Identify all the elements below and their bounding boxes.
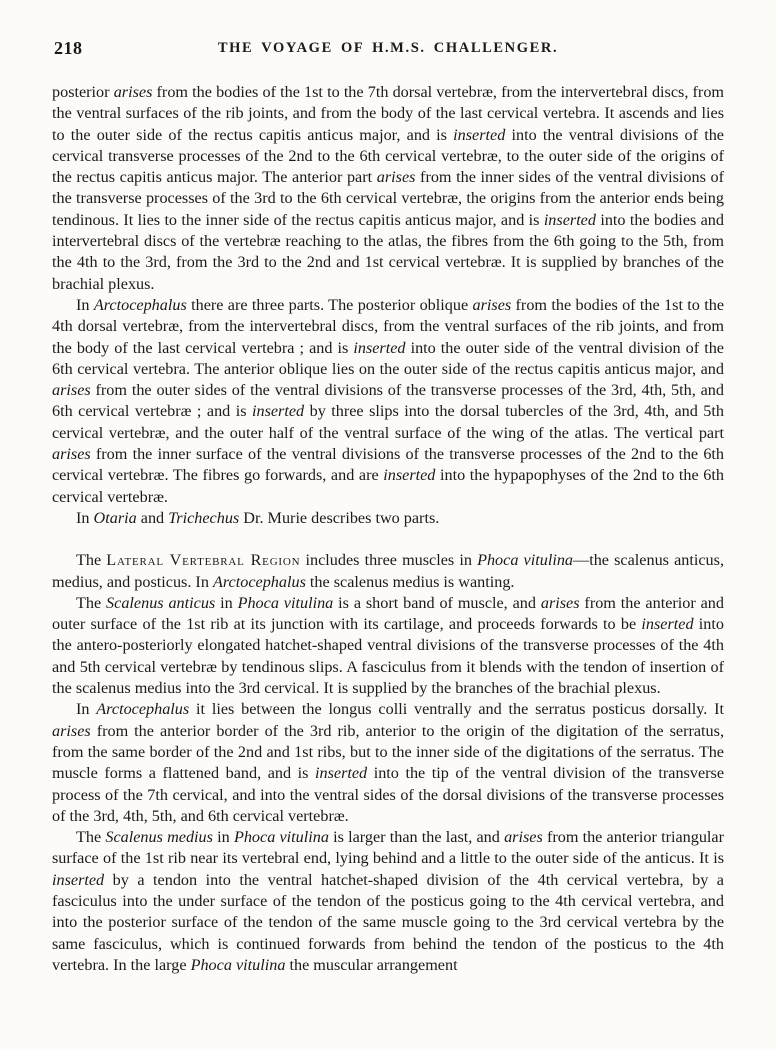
paragraph xyxy=(52,550,724,593)
body-text: —the scalenus anticus, medius, and posticus. In xyxy=(52,551,724,591)
body-text: is a short band of muscle, and xyxy=(333,593,541,612)
body-text: from the inner surface of the ventral divisions of the transverse processes of the 2nd to the 6th cervical vertebræ. The fibres go forwards, and are xyxy=(52,445,724,485)
body-text: includes three muscles in xyxy=(300,551,478,570)
body-text: is larger than the last, and xyxy=(328,828,505,847)
body-text: from the bodies of the 1st to the 7th dorsal vertebræ, from the intervertebral discs, from the ventral surfaces of the rib joints, and from the body of the last cervical vertebra. It ascends and lies to the outer side of the rectus capitis anticus major, and is xyxy=(52,83,725,144)
italic-text: Arctocephalus xyxy=(93,295,187,314)
body-text: The xyxy=(76,551,107,570)
paragraph xyxy=(52,699,724,827)
body-text: Dr. Murie describes two parts. xyxy=(239,508,440,527)
text-block xyxy=(52,82,724,976)
body-text: into the tip of the ventral division of the transverse process of the 7th cervical, and into the ventral sides of the dorsal divisions of the transverse processes of the 3rd, 4th, 5th, and 6th cervical vertebræ. xyxy=(52,764,725,825)
body-text: into the ventral divisions of the cervical transverse processes of the 2nd to the 6th cervical vertebræ, to the outer side of the origins of the rectus capitis anticus major. The anterior part xyxy=(52,125,724,187)
paragraph xyxy=(52,827,724,976)
italic-text: arises xyxy=(540,593,580,612)
body-text: from the inner sides of the ventral divisions of the transverse processes of the 3rd to the 6th cervical vertebræ, the origins from the anterior ends being tendinous. It lies to the inner side of the rectus capitis anticus major, and is xyxy=(52,168,725,229)
body-text: and xyxy=(136,508,169,527)
body-text: into the outer side of the ventral division of the 6th cervical vertebra. The anterior oblique lies on the outer side of the rectus capitis anticus major, and xyxy=(52,338,724,378)
italic-text: Phoca vitulina xyxy=(233,828,329,847)
italic-text: Arctocephalus xyxy=(96,700,190,719)
body-text: from the anterior border of the 3rd rib, anterior to the origin of the digitation of the serratus, from the same border of the 2nd and 1st ribs, but to the inner side of the digitations of the serratus. The muscle forms a flattened band, and is xyxy=(52,721,724,783)
body-text: there are three parts. The posterior oblique xyxy=(186,295,473,314)
body-text: the muscular arrangement xyxy=(285,955,458,974)
paragraph xyxy=(52,295,724,508)
italic-text: arises xyxy=(52,721,91,740)
paragraph xyxy=(52,593,724,699)
paragraph xyxy=(52,82,724,295)
italic-text: inserted xyxy=(52,870,105,889)
italic-text: Arctocephalus xyxy=(212,572,306,591)
italic-text: arises xyxy=(113,83,153,101)
body-text: posterior xyxy=(52,83,114,101)
body-text: in xyxy=(212,828,234,847)
body-text: it lies between the longus colli ventrally and the serratus posticus dorsally. It xyxy=(189,700,724,719)
body-text: In xyxy=(76,700,97,719)
small-caps-text: Lateral Vertebral Region xyxy=(106,551,301,570)
body-text: into the antero-posteriorly elongated hatchet-shaped ventral divisions of the transverse processes of the 4th and 5th cervical vertebræ by tendinous slips. A fasciculus from it blends with the tendon of insertion of the scalenus medius into the 3rd cervical. It is supplied by the branches of the brachial plexus. xyxy=(52,615,724,698)
italic-text: arises xyxy=(504,828,543,847)
italic-text: Phoca vitulina xyxy=(477,551,574,570)
italic-text: Phoca vitulina xyxy=(237,593,334,612)
italic-text: inserted xyxy=(543,210,596,229)
italic-text: arises xyxy=(52,381,91,400)
italic-text: arises xyxy=(376,168,416,187)
italic-text: arises xyxy=(472,295,512,314)
page-number: 218 xyxy=(54,38,83,58)
running-title: THE VOYAGE OF H.M.S. CHALLENGER. xyxy=(217,40,559,56)
body-text: In xyxy=(76,508,94,527)
italic-text: Otaria xyxy=(93,508,137,527)
italic-text: Phoca vitulina xyxy=(190,955,286,974)
italic-text: Trichechus xyxy=(168,508,240,527)
italic-text: inserted xyxy=(315,764,368,783)
page-header xyxy=(52,38,724,68)
body-text: into the hypapophyses of the 2nd to the 6th cervical vertebræ. xyxy=(52,466,724,506)
italic-text: inserted xyxy=(251,402,305,421)
italic-text: Scalenus anticus xyxy=(106,593,216,612)
body-text: The xyxy=(76,593,107,612)
body-text: from the outer sides of the ventral divisions of the transverse processes of the 3rd, 4th, 5th, and 6th cervical vertebræ ; and is xyxy=(52,381,724,421)
body-text: The xyxy=(76,828,106,847)
body-text: by a tendon into the ventral hatchet-shaped division of the 4th cervical vertebra, by a fasciculus into the under surface of the tendon of the posticus going to the 4th cervical vertebra, and into the posterior surface of the tendon of the same muscle going to the 3rd cervical vertebra by the same fasciculus, which is continued forwards from behind the tendon of the posticus to the 4th vertebra. In the large xyxy=(52,870,724,974)
body-text: from the anterior and outer surface of the 1st rib at its junction with its cartilage, and proceeds forwards to be xyxy=(52,593,724,634)
italic-text: inserted xyxy=(353,338,406,357)
body-text: from the anterior triangular surface of the 1st rib near its vertebral end, lying behind and a little to the outer side of the anticus. It is xyxy=(52,828,725,868)
body-text: the scalenus medius is wanting. xyxy=(305,572,515,591)
paragraph xyxy=(52,508,724,529)
body-text: In xyxy=(76,295,94,314)
italic-text: inserted xyxy=(453,125,506,144)
italic-text: inserted xyxy=(383,466,436,485)
body-text: from the bodies of the 1st to the 4th dorsal vertebræ, from the intervertebral discs, from the ventral surfaces of the rib joints, and from the body of the last cervical vertebra ; and is xyxy=(52,295,725,357)
body-text: in xyxy=(215,593,238,612)
body-text: by three slips into the dorsal tubercles of the 3rd, 4th, and 5th cervical vertebræ, and the outer half of the ventral surface of the wing of the atlas. The vertical part xyxy=(52,402,724,442)
body-text: into the bodies and intervertebral discs of the vertebræ reaching to the atlas, the fibres from the 6th going to the 5th, from the 4th to the 3rd, from the 3rd to the 2nd and 1st cervical vertebræ. It is supplied by branches of the brachial plexus. xyxy=(52,210,724,293)
italic-text: Scalenus medius xyxy=(105,828,213,847)
italic-text: arises xyxy=(52,445,91,464)
italic-text: inserted xyxy=(641,615,694,634)
